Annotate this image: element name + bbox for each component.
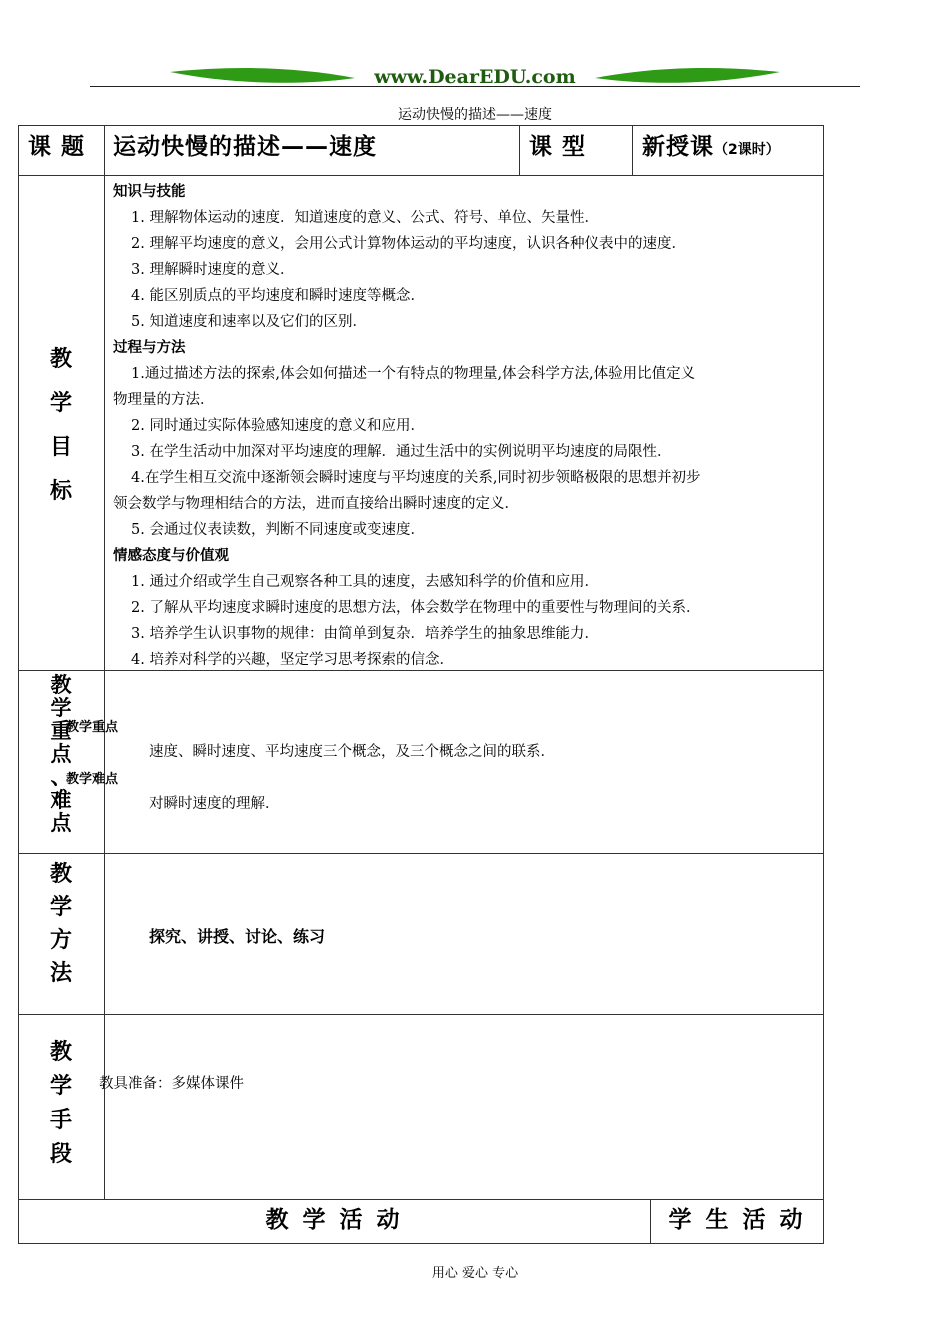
objective-item: 5. 会通过仪表读数，判断不同速度或变速度． bbox=[131, 522, 425, 538]
row-divider bbox=[18, 1199, 824, 1200]
banner-left-swoosh bbox=[170, 68, 355, 83]
header-rule bbox=[90, 86, 860, 87]
process-heading: 过程与方法 bbox=[113, 340, 186, 356]
teacher-activities-header: 教 学 活 动 bbox=[265, 1207, 403, 1233]
objective-item: 4. 培养对科学的兴趣，坚定学习思考探索的信念． bbox=[131, 652, 454, 668]
focus-tag: 教学重点 bbox=[66, 720, 119, 735]
objective-item: 3. 理解瞬时速度的意义． bbox=[131, 262, 295, 278]
type-label: 课 型 bbox=[529, 134, 587, 160]
objective-item: 4.在学生相互交流中逐渐领会瞬时速度与平均速度的关系,同时初步领略极限的思想并初步 bbox=[131, 470, 701, 486]
row-divider bbox=[18, 670, 824, 671]
objective-item: 物理量的方法． bbox=[113, 392, 215, 408]
emotion-heading: 情感态度与价值观 bbox=[113, 548, 229, 564]
focus-text: 速度、瞬时速度、平均速度三个概念，及三个概念之间的联系． bbox=[149, 744, 555, 760]
title-divider bbox=[519, 125, 520, 175]
row-divider bbox=[18, 175, 824, 176]
keypoints-label: 教 学 重 点 、 难 点 bbox=[50, 673, 72, 835]
objective-item: 2. 理解平均速度的意义，会用公式计算物体运动的平均速度，认识各种仪表中的速度． bbox=[131, 236, 686, 252]
type-value: 新授课 bbox=[642, 134, 714, 160]
objective-item: 1.通过描述方法的探索,体会如何描述一个有特点的物理量,体会科学方法,体验用比值定义 bbox=[131, 366, 696, 382]
doc-title: 运动快慢的描述——速度 bbox=[398, 107, 552, 123]
student-activities-header: 学 生 活 动 bbox=[668, 1207, 806, 1233]
hours: （2课时） bbox=[714, 142, 780, 158]
objective-item: 1. 通过介绍或学生自己观察各种工具的速度，去感知科学的价值和应用． bbox=[131, 574, 599, 590]
page-footer: 用心 爱心 专心 bbox=[431, 1266, 519, 1281]
label-column-divider bbox=[104, 125, 105, 1199]
objectives-label: 教 学 目 标 bbox=[49, 347, 72, 504]
topic-label: 课 题 bbox=[28, 134, 86, 160]
objective-item: 3. 培养学生认识事物的规律：由简单到复杂．培养学生的抽象思维能力． bbox=[131, 626, 599, 642]
objective-item: 领会数学与物理相结合的方法，进而直接给出瞬时速度的定义． bbox=[113, 496, 519, 512]
objective-item: 2. 同时通过实际体验感知速度的意义和应用． bbox=[131, 418, 425, 434]
type-divider bbox=[632, 125, 633, 175]
method-label: 教 学 方 法 bbox=[49, 862, 72, 986]
row-divider bbox=[18, 853, 824, 854]
difficulty-text: 对瞬时速度的理解． bbox=[149, 796, 280, 812]
objective-item: 5. 知道速度和速率以及它们的区别． bbox=[131, 314, 367, 330]
means-text: 教具准备：多媒体课件 bbox=[99, 1076, 244, 1092]
topic-title: 运动快慢的描述——速度 bbox=[113, 134, 377, 160]
objective-item: 4. 能区别质点的平均速度和瞬时速度等概念． bbox=[131, 288, 425, 304]
banner-site-text: www.DearEDU.com bbox=[374, 66, 576, 88]
banner-right-swoosh bbox=[595, 68, 780, 83]
type-cell bbox=[642, 128, 780, 161]
objective-item: 2. 了解从平均速度求瞬时速度的思想方法，体会数学在物理中的重要性与物理间的关系． bbox=[131, 600, 701, 616]
objective-item: 3. 在学生活动中加深对平均速度的理解．通过生活中的实例说明平均速度的局限性． bbox=[131, 444, 672, 460]
knowledge-heading: 知识与技能 bbox=[113, 184, 186, 200]
method-text: 探究、讲授、讨论、练习 bbox=[149, 927, 326, 946]
difficulty-tag: 教学难点 bbox=[66, 772, 119, 787]
objective-item: 1. 理解物体运动的速度．知道速度的意义、公式、符号、单位、矢量性． bbox=[131, 210, 599, 226]
row-divider bbox=[18, 1014, 824, 1015]
means-label: 教 学 手 段 bbox=[49, 1040, 72, 1167]
